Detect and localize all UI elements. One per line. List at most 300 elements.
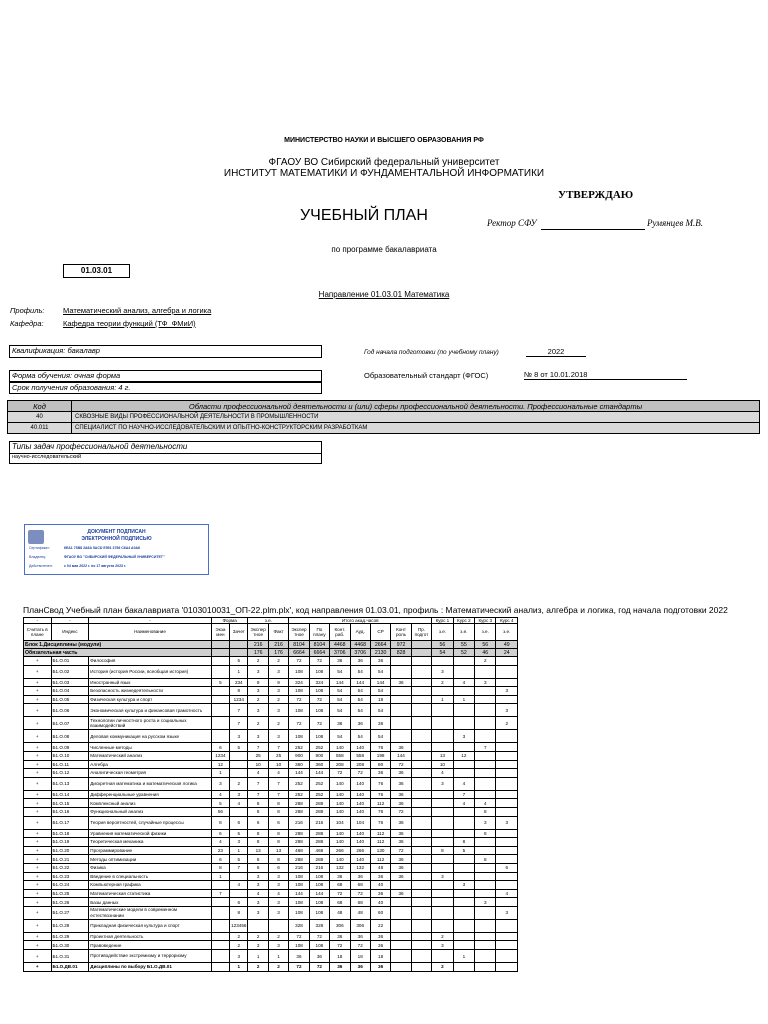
index-cell: Б1.О.19 xyxy=(51,838,89,847)
value-cell xyxy=(230,872,248,881)
department-value: Кафедра теории функций (ТФ_ФМиИ) xyxy=(63,319,196,328)
value-cell xyxy=(496,829,518,838)
discipline-name-cell: Математический анализ xyxy=(89,751,211,760)
value-cell: 5 xyxy=(211,678,229,687)
index-cell: Б1.О.30 xyxy=(51,941,89,950)
index-cell: Б1.О.08 xyxy=(51,730,89,743)
value-cell xyxy=(475,687,496,696)
discipline-name-cell: Деловая коммуникация на русском языке xyxy=(89,730,211,743)
value-cell: 18 xyxy=(350,950,370,963)
table-row[interactable] xyxy=(24,889,518,898)
value-cell: 36 xyxy=(391,872,411,881)
value-cell: 288 xyxy=(309,799,329,808)
discipline-name-cell: Численные методы xyxy=(89,743,211,752)
value-cell: 54 xyxy=(330,665,350,678)
value-cell xyxy=(432,743,453,752)
value-cell xyxy=(475,863,496,872)
value-cell: 216 xyxy=(309,863,329,872)
discipline-name-cell: Теоретическая механика xyxy=(89,838,211,847)
value-cell: 132 xyxy=(330,863,350,872)
block-value-cell xyxy=(230,649,248,657)
value-cell xyxy=(211,704,229,717)
value-cell: 140 xyxy=(350,777,370,790)
value-cell: 2 xyxy=(248,657,268,666)
value-cell: 2 xyxy=(248,717,268,730)
table-row[interactable] xyxy=(24,963,518,972)
block-value-cell: 216 xyxy=(268,641,288,649)
value-cell: 288 xyxy=(309,807,329,816)
discipline-name-cell: Философия xyxy=(89,657,211,666)
table-row[interactable] xyxy=(24,717,518,730)
value-cell xyxy=(432,898,453,907)
value-cell xyxy=(411,881,432,890)
value-cell xyxy=(411,889,432,898)
table-row[interactable] xyxy=(24,790,518,799)
value-cell: 288 xyxy=(289,838,309,847)
value-cell: 3 xyxy=(475,678,496,687)
value-cell xyxy=(211,919,229,932)
value-cell xyxy=(211,906,229,919)
value-cell: 4 xyxy=(453,777,474,790)
value-cell: 76 xyxy=(370,743,390,752)
column-header-cell: Экспер тное xyxy=(248,624,268,641)
value-cell: 36 xyxy=(350,932,370,941)
index-cell: Б1.О.10 xyxy=(51,751,89,760)
table-row[interactable] xyxy=(24,657,518,666)
value-cell: 216 xyxy=(289,863,309,872)
value-cell: 144 xyxy=(289,889,309,898)
value-cell xyxy=(411,906,432,919)
include-flag-cell: + xyxy=(24,743,52,752)
value-cell xyxy=(496,760,518,769)
value-cell xyxy=(496,665,518,678)
discipline-name-cell: Аналитическая геометрия xyxy=(89,769,211,778)
value-cell: 3 xyxy=(268,872,288,881)
table-row[interactable] xyxy=(24,816,518,829)
table-row[interactable] xyxy=(24,941,518,950)
value-cell: 7 xyxy=(211,889,229,898)
value-cell xyxy=(475,769,496,778)
table-row[interactable] xyxy=(24,695,518,704)
value-cell: 54 xyxy=(370,704,390,717)
value-cell xyxy=(411,846,432,855)
index-cell: Б1.О.25 xyxy=(51,889,89,898)
value-cell: 3 xyxy=(475,898,496,907)
value-cell: 54 xyxy=(350,730,370,743)
block-value-cell: 6664 xyxy=(289,649,309,657)
professional-areas-table xyxy=(7,400,760,434)
value-cell: 468 xyxy=(289,846,309,855)
value-cell: 6 xyxy=(211,829,229,838)
value-cell: 140 xyxy=(330,855,350,864)
value-cell: 72 xyxy=(391,846,411,855)
value-cell: 72 xyxy=(350,889,370,898)
include-flag-cell: + xyxy=(24,906,52,919)
discipline-name-cell: Физика xyxy=(89,863,211,872)
value-cell: 3 xyxy=(268,730,288,743)
value-cell: 360 xyxy=(289,760,309,769)
index-cell: Б1.О.24 xyxy=(51,881,89,890)
table-row[interactable] xyxy=(24,678,518,687)
discipline-name-cell: Дискретная математика и математическая логика xyxy=(89,777,211,790)
value-cell: 8 xyxy=(248,829,268,838)
value-cell: 80 xyxy=(370,760,390,769)
value-cell: 36 xyxy=(391,855,411,864)
value-cell xyxy=(475,751,496,760)
value-cell: 144 xyxy=(391,751,411,760)
value-cell xyxy=(248,919,268,932)
value-cell: 108 xyxy=(309,906,329,919)
table-row[interactable] xyxy=(24,950,518,963)
value-cell xyxy=(432,730,453,743)
column-header-cell: з.е. xyxy=(475,624,496,641)
value-cell xyxy=(496,838,518,847)
value-cell xyxy=(432,906,453,919)
include-flag-cell: + xyxy=(24,816,52,829)
value-cell xyxy=(391,941,411,950)
table-row xyxy=(8,423,760,434)
value-cell: 1 xyxy=(211,769,229,778)
discipline-name-cell: Компьютерная графика xyxy=(89,881,211,890)
value-cell: 324 xyxy=(289,678,309,687)
value-cell: 72 xyxy=(309,932,329,941)
discipline-name-cell: Дисциплины по выбору Б1.О.ДВ.01 xyxy=(89,963,211,972)
value-cell xyxy=(411,799,432,808)
value-cell: 252 xyxy=(289,743,309,752)
value-cell: 144 xyxy=(309,889,329,898)
stamp-valid-value: с 04 мая 2022 г. по 17 августа 2023 г. xyxy=(64,564,127,568)
value-cell: 3 xyxy=(268,704,288,717)
value-cell: 2 xyxy=(248,695,268,704)
value-cell: 7 xyxy=(475,743,496,752)
table-block-row xyxy=(24,641,518,649)
value-cell: 54 xyxy=(370,665,390,678)
value-cell: 1234 xyxy=(230,695,248,704)
table-row[interactable] xyxy=(24,730,518,743)
table-row[interactable] xyxy=(24,743,518,752)
include-flag-cell: + xyxy=(24,950,52,963)
value-cell: 3 xyxy=(268,687,288,696)
discipline-name-cell: Безопасность жизнедеятельности xyxy=(89,687,211,696)
block-value-cell: 216 xyxy=(248,641,268,649)
include-flag-cell: + xyxy=(24,687,52,696)
value-cell: 10 xyxy=(248,760,268,769)
include-flag-cell: + xyxy=(24,704,52,717)
table-row[interactable] xyxy=(24,846,518,855)
value-cell: 1 xyxy=(432,695,453,704)
value-cell: 12 xyxy=(453,751,474,760)
value-cell: 5 xyxy=(230,743,248,752)
value-cell: 1 xyxy=(453,695,474,704)
value-cell: 36 xyxy=(391,838,411,847)
study-form-box: Форма обучения: очная форма xyxy=(9,370,322,382)
value-cell: 8 xyxy=(248,807,268,816)
value-cell: 68 xyxy=(330,881,350,890)
index-cell: Б1.О.22 xyxy=(51,863,89,872)
value-cell xyxy=(411,829,432,838)
areas-desc-header: Области профессиональной деятельности и (или) сферы профессиональной деятельности. Профессиональные стандарты xyxy=(72,401,760,412)
ministry-heading: МИНИСТЕРСТВО НАУКИ И ВЫСШЕГО ОБРАЗОВАНИЯ РФ xyxy=(284,137,484,144)
value-cell xyxy=(391,717,411,730)
table-row[interactable] xyxy=(24,863,518,872)
value-cell: 54 xyxy=(330,730,350,743)
value-cell xyxy=(411,717,432,730)
value-cell: 2 xyxy=(248,932,268,941)
block-value-cell: 2664 xyxy=(370,641,390,649)
column-header-cell: з.е. xyxy=(432,624,453,641)
value-cell: 68 xyxy=(350,898,370,907)
program-code: 01.03.01 xyxy=(63,264,130,278)
value-cell xyxy=(411,769,432,778)
include-flag-cell: + xyxy=(24,838,52,847)
rector-name: Румянцев М.В. xyxy=(647,218,704,228)
value-cell: 36 xyxy=(370,872,390,881)
discipline-name-cell: Технологии личностного роста и социальных взаимодействий xyxy=(89,717,211,730)
value-cell xyxy=(391,730,411,743)
value-cell: 36 xyxy=(370,963,390,972)
value-cell: 900 xyxy=(309,751,329,760)
value-cell xyxy=(453,769,474,778)
value-cell xyxy=(411,665,432,678)
include-flag-cell: + xyxy=(24,846,52,855)
value-cell xyxy=(411,760,432,769)
start-year-label: Год начала подготовки (по учебному плану) xyxy=(364,349,499,356)
value-cell: 8 xyxy=(211,863,229,872)
include-flag-cell: + xyxy=(24,695,52,704)
value-cell: 108 xyxy=(289,941,309,950)
column-header-cell: По плану xyxy=(309,624,329,641)
value-cell: 2 xyxy=(230,932,248,941)
value-cell: 72 xyxy=(289,717,309,730)
table-row[interactable] xyxy=(24,760,518,769)
value-cell xyxy=(211,898,229,907)
value-cell xyxy=(411,941,432,950)
column-header-cell: Пр. подгот xyxy=(411,624,432,641)
block-value-cell: 24 xyxy=(496,649,518,657)
value-cell: 3 xyxy=(248,665,268,678)
value-cell: 36 xyxy=(289,950,309,963)
value-cell xyxy=(411,855,432,864)
value-cell: 140 xyxy=(330,799,350,808)
discipline-name-cell: Введение в специальность xyxy=(89,872,211,881)
value-cell xyxy=(496,932,518,941)
value-cell: 60 xyxy=(370,906,390,919)
group-header-cell: Курс 3 xyxy=(475,618,496,624)
include-flag-cell: + xyxy=(24,678,52,687)
value-cell xyxy=(411,687,432,696)
include-flag-cell: + xyxy=(24,769,52,778)
block-value-cell: 56 xyxy=(432,641,453,649)
discipline-name-cell: Программирование xyxy=(89,846,211,855)
value-cell: 36 xyxy=(370,932,390,941)
value-cell xyxy=(211,687,229,696)
value-cell: 3 xyxy=(453,881,474,890)
value-cell: 198 xyxy=(370,751,390,760)
table-row[interactable] xyxy=(24,881,518,890)
table-row[interactable] xyxy=(24,829,518,838)
value-cell: 4 xyxy=(475,799,496,808)
standard-value: № 8 от 10.01.2018 xyxy=(524,370,687,380)
value-cell xyxy=(230,760,248,769)
value-cell: 3 xyxy=(211,777,229,790)
value-cell: 72 xyxy=(289,657,309,666)
table-row[interactable] xyxy=(24,838,518,847)
index-cell: Б1.О.13 xyxy=(51,777,89,790)
table-row[interactable] xyxy=(24,751,518,760)
value-cell xyxy=(453,717,474,730)
value-cell: 1 xyxy=(453,950,474,963)
value-cell: 36 xyxy=(330,963,350,972)
value-cell xyxy=(411,777,432,790)
table-row[interactable] xyxy=(24,906,518,919)
value-cell xyxy=(453,657,474,666)
table-row[interactable] xyxy=(24,898,518,907)
stamp-certificate xyxy=(29,546,140,550)
index-cell: Б1.О.11 xyxy=(51,760,89,769)
block-value-cell xyxy=(211,649,229,657)
value-cell: 130 xyxy=(370,846,390,855)
stamp-cert-label: Сертификат: xyxy=(29,546,50,550)
block-value-cell xyxy=(211,641,229,649)
value-cell: 36 xyxy=(391,829,411,838)
value-cell: 36 xyxy=(330,932,350,941)
value-cell: 1 xyxy=(248,950,268,963)
value-cell xyxy=(475,730,496,743)
value-cell xyxy=(432,863,453,872)
value-cell: 13 xyxy=(432,751,453,760)
standard-label: Образовательный стандарт (ФГОС) xyxy=(364,371,489,380)
table-row[interactable] xyxy=(24,872,518,881)
value-cell: 208 xyxy=(350,760,370,769)
value-cell xyxy=(411,695,432,704)
value-cell: 4 xyxy=(432,769,453,778)
index-cell: Б1.О.18 xyxy=(51,829,89,838)
column-header-cell: Индекс xyxy=(51,624,89,641)
value-cell: 266 xyxy=(330,846,350,855)
value-cell: 4 xyxy=(268,889,288,898)
value-cell xyxy=(391,963,411,972)
value-cell xyxy=(453,807,474,816)
value-cell: 3 xyxy=(268,881,288,890)
value-cell xyxy=(432,919,453,932)
value-cell: 68 xyxy=(350,881,370,890)
table-row[interactable] xyxy=(24,777,518,790)
value-cell xyxy=(432,799,453,808)
value-cell xyxy=(496,790,518,799)
value-cell: 3 xyxy=(475,816,496,829)
value-cell: 140 xyxy=(350,790,370,799)
table-row[interactable] xyxy=(24,807,518,816)
table-row[interactable] xyxy=(24,799,518,808)
value-cell: 8 xyxy=(432,846,453,855)
value-cell: 108 xyxy=(309,898,329,907)
table-row[interactable] xyxy=(24,932,518,941)
value-cell xyxy=(496,730,518,743)
value-cell: 8 xyxy=(268,829,288,838)
block-value-cell xyxy=(411,649,432,657)
table-row[interactable] xyxy=(24,855,518,864)
profile-label: Профиль: xyxy=(10,306,45,315)
direction-title: Направление 01.03.01 Математика xyxy=(318,290,450,299)
value-cell: 8 xyxy=(230,687,248,696)
value-cell: 8 xyxy=(453,838,474,847)
value-cell: 2 xyxy=(268,695,288,704)
value-cell: 2 xyxy=(268,963,288,972)
value-cell: 3 xyxy=(496,906,518,919)
rector-label: Ректор СФУ xyxy=(487,218,537,228)
value-cell: 2 xyxy=(268,717,288,730)
value-cell: 48 xyxy=(330,906,350,919)
value-cell: 108 xyxy=(289,730,309,743)
block-title-cell: Блок 1.Дисциплины (модули) xyxy=(24,641,212,649)
index-cell: Б1.О.14 xyxy=(51,790,89,799)
value-cell xyxy=(496,963,518,972)
stamp-owner-value: ФГАОУ ВО "СИБИРСКИЙ ФЕДЕРАЛЬНЫЙ УНИВЕРСИТЕТ" xyxy=(64,555,165,559)
value-cell xyxy=(411,863,432,872)
value-cell: 140 xyxy=(330,743,350,752)
value-cell: 54 xyxy=(350,704,370,717)
include-flag-cell: + xyxy=(24,932,52,941)
value-cell xyxy=(496,872,518,881)
value-cell: 8 xyxy=(475,855,496,864)
table-row[interactable] xyxy=(24,687,518,696)
value-cell: 6 xyxy=(268,816,288,829)
value-cell: 3 xyxy=(496,687,518,696)
table-row[interactable] xyxy=(24,769,518,778)
value-cell xyxy=(391,898,411,907)
value-cell: 72 xyxy=(309,717,329,730)
value-cell xyxy=(230,889,248,898)
value-cell: 140 xyxy=(330,829,350,838)
value-cell xyxy=(230,769,248,778)
value-cell: 8 xyxy=(248,855,268,864)
value-cell: 108 xyxy=(289,881,309,890)
area-desc: СПЕЦИАЛИСТ ПО НАУЧНО-ИССЛЕДОВАТЕЛЬСКИМ И ОПЫТНО-КОНСТРУКТОРСКИМ РАЗРАБОТКАМ xyxy=(72,423,760,434)
plan-caption: ПланСвод Учебный план бакалавриата '0103010031_ОП-22.plm.plx', код направления 01.03.01, профиль : Математический анализ, алгебра и логика, год начала подготовки 2022 xyxy=(23,605,728,615)
value-cell: 4 xyxy=(211,838,229,847)
column-header-cell: Ауд. xyxy=(350,624,370,641)
value-cell xyxy=(453,855,474,864)
value-cell: 36 xyxy=(350,717,370,730)
include-flag-cell: + xyxy=(24,863,52,872)
value-cell xyxy=(475,665,496,678)
value-cell: 5 xyxy=(211,799,229,808)
column-header-cell: Факт xyxy=(268,624,288,641)
value-cell: 108 xyxy=(289,872,309,881)
include-flag-cell: + xyxy=(24,881,52,890)
discipline-name-cell: Дифференциальные уравнения xyxy=(89,790,211,799)
value-cell: 36 xyxy=(391,889,411,898)
value-cell xyxy=(475,906,496,919)
value-cell: 4 xyxy=(496,889,518,898)
table-row[interactable] xyxy=(24,665,518,678)
value-cell xyxy=(411,816,432,829)
value-cell xyxy=(211,695,229,704)
discipline-name-cell: Математические модели в современном естествознании xyxy=(89,906,211,919)
table-row[interactable] xyxy=(24,704,518,717)
index-cell: Б1.О.28 xyxy=(51,919,89,932)
index-cell: Б1.О.17 xyxy=(51,816,89,829)
value-cell: 108 xyxy=(309,665,329,678)
value-cell xyxy=(230,807,248,816)
value-cell xyxy=(475,963,496,972)
value-cell: 108 xyxy=(309,687,329,696)
table-row[interactable] xyxy=(24,919,518,932)
column-header-cell: Наименование xyxy=(89,624,211,641)
value-cell: 36 xyxy=(309,950,329,963)
discipline-name-cell: Математическая статистика xyxy=(89,889,211,898)
index-cell: Б1.О.04 xyxy=(51,687,89,696)
